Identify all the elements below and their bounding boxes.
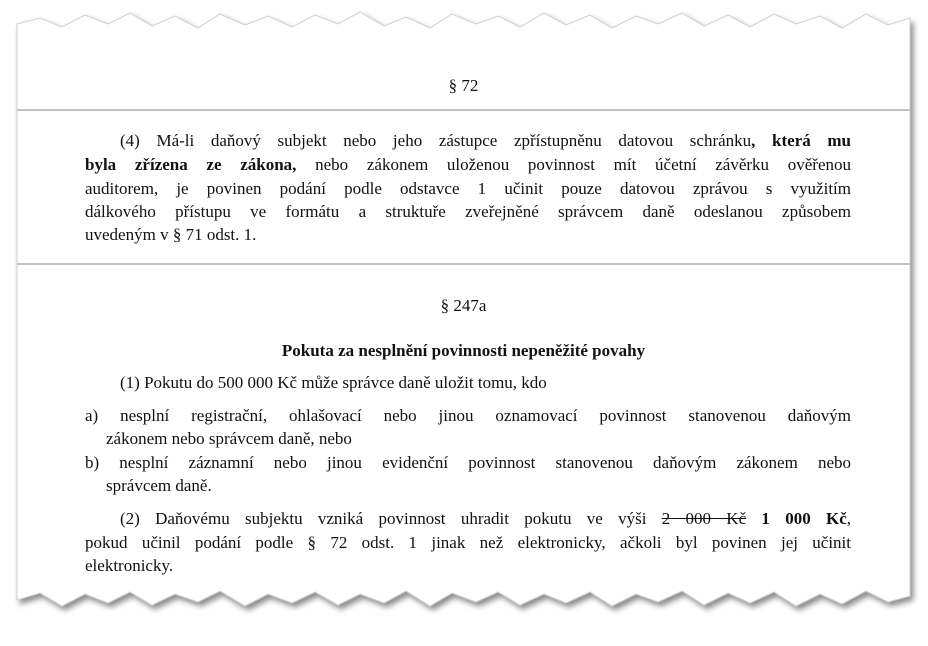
section-72-heading: § 72 (448, 76, 479, 95)
item-a-line-2: zákonem nebo správcem daně, nebo (106, 429, 352, 448)
struck-old-amount: 2 000 Kč (661, 509, 747, 528)
divider-middle (17, 263, 910, 265)
item-b-line-2: správcem daně. (106, 476, 212, 495)
divider-top (17, 109, 910, 111)
paragraph-4-line-1: (4) Má-li daňový subjekt nebo jeho zástupce zpřístupněnu datovou schránku, která mu (120, 131, 851, 150)
paragraph-1: (1) Pokutu do 500 000 Kč může správce daně uložit tomu, kdo (120, 373, 547, 392)
item-a-line-1: a) nesplní registrační, ohlašovací nebo jinou oznamovací povinnost stanovenou daňovým (85, 406, 851, 425)
section-247a-title: Pokuta za nesplnění povinnosti nepeněžité povahy (281, 341, 646, 360)
new-amount: 1 000 Kč (761, 509, 847, 528)
bold-phrase: , která mu (751, 131, 851, 150)
item-b-line-1: b) nesplní záznamní nebo jinou evidenční povinnost stanovenou daňovým zákonem nebo (85, 453, 851, 472)
paragraph-4-line-3: auditorem, je povinen podání podle odstavce 1 učinit pouze datovou zprávou s využitím (85, 179, 851, 198)
bold-phrase: byla zřízena ze zákona, (85, 155, 297, 174)
paragraph-4-line-4: dálkového přístupu ve formátu a struktuře zveřejněné správcem daně odeslanou způsobem (85, 202, 851, 221)
section-247a-heading: § 247a (440, 296, 487, 315)
paragraph-4-line-5: uvedeným v § 71 odst. 1. (85, 225, 257, 244)
paragraph-2-line-2: pokud učinil podání podle § 72 odst. 1 jinak než elektronicky, ačkoli byl povinen jej učinit (85, 533, 851, 552)
paragraph-2-line-3: elektronicky. (85, 556, 174, 575)
paragraph-2-line-1: (2) Daňovému subjektu vzniká povinnost uhradit pokutu ve výši 2 000 Kč 1 000 Kč, (120, 509, 851, 528)
paragraph-4-line-2: byla zřízena ze zákona, nebo zákonem uloženou povinnost mít účetní závěrku ověřenou (85, 155, 851, 174)
